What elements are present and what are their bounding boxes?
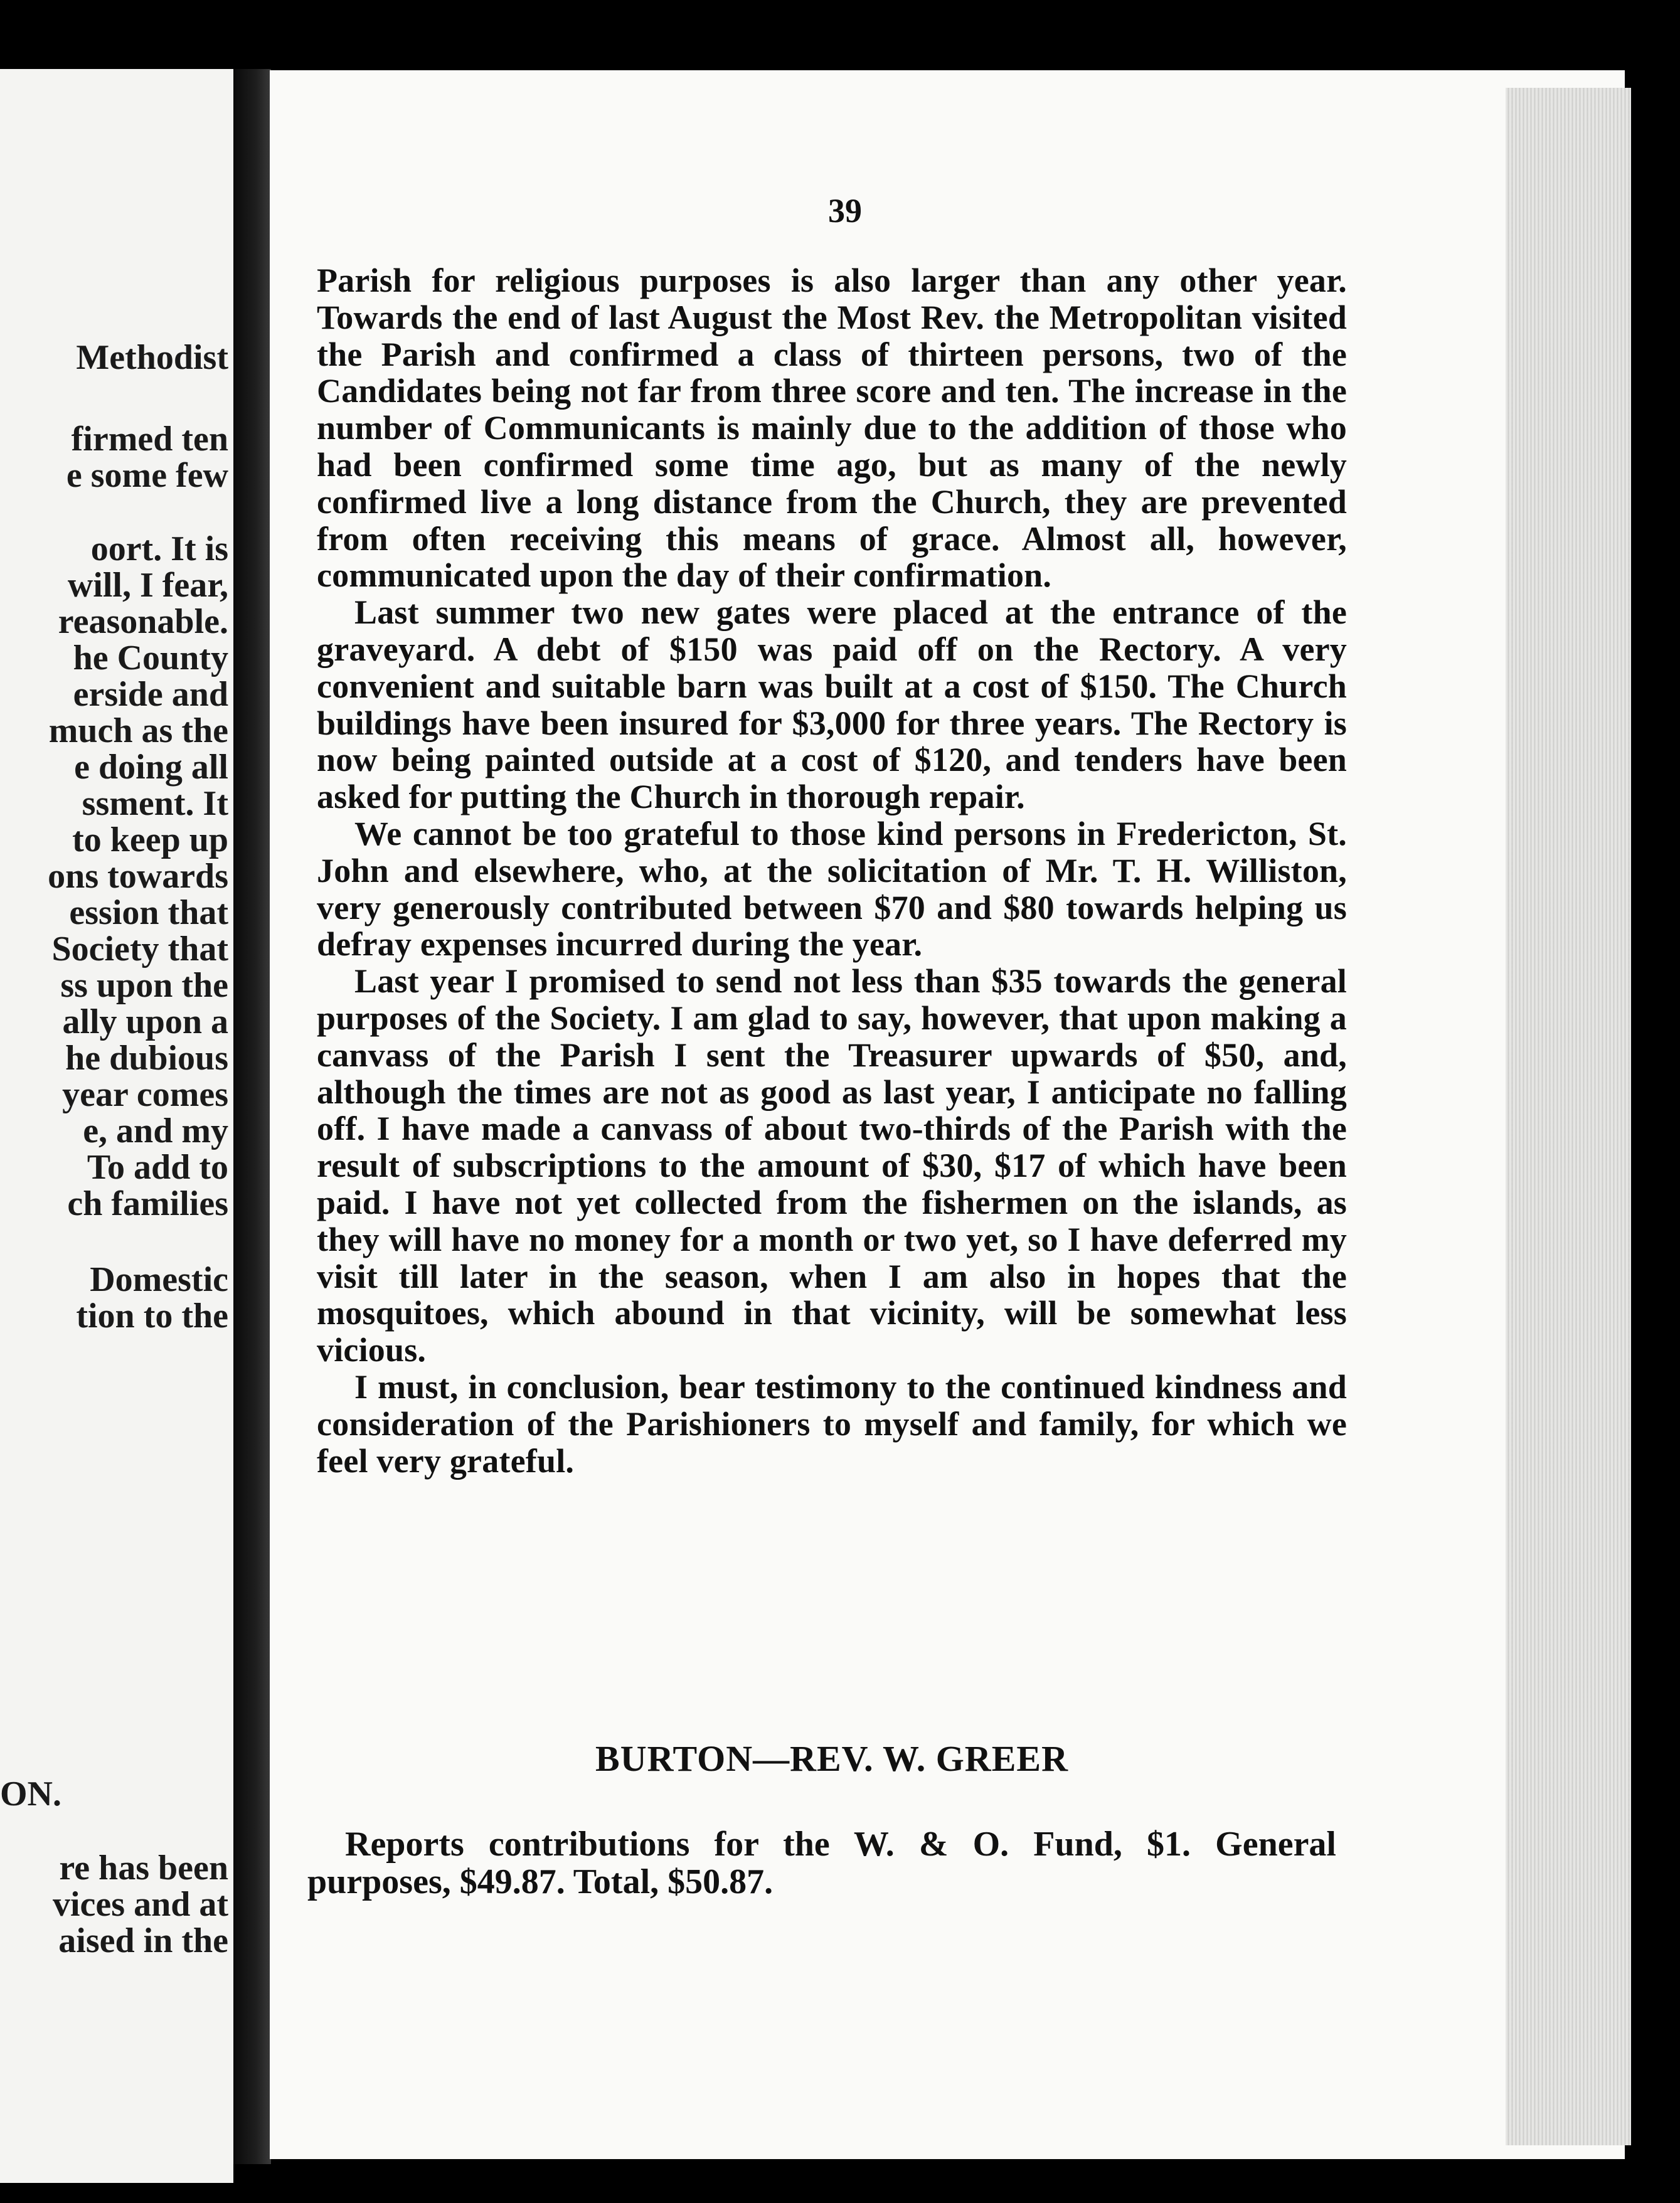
left-text-fragment: ON.: [0, 1775, 61, 1813]
page-edges: [1506, 88, 1631, 2145]
left-text-fragment: re has been: [59, 1849, 228, 1887]
left-text-fragment: aised in the: [58, 1921, 228, 1960]
left-text-fragment: e, and my: [83, 1112, 228, 1150]
body-text: [317, 262, 1347, 1479]
left-text-fragment: ssment. It: [82, 784, 228, 823]
left-text-fragment: he County: [73, 639, 228, 677]
left-text-fragment: year comes: [62, 1075, 228, 1114]
left-text-fragment: tion to the: [76, 1297, 228, 1335]
page-number: 39: [828, 192, 862, 230]
left-text-fragment: he dubious: [65, 1039, 228, 1078]
left-text-fragment: Domestic: [90, 1260, 228, 1299]
paragraph: Last summer two new gates were placed at the entrance of the graveyard. A debt of $150 was paid off on the Rectory. A very convenient and suitable barn was built at a cost of $150. The Church buildings have been insured for $3,000 for three years. The Rectory is now being painted outside at a cost of $120, and tenders have been asked for putting the Church in thorough repair.: [317, 593, 1347, 816]
left-text-fragment: erside and: [73, 675, 228, 714]
left-text-fragment: reasonable.: [58, 602, 228, 641]
left-text-fragment: oort. It is: [90, 529, 228, 568]
left-text-fragment: firmed ten: [71, 420, 228, 459]
left-text-fragment: much as the: [48, 711, 228, 750]
paragraph: I must, in conclusion, bear testimony to the continued kindness and consideration of the Parishioners to myself and family, for which we feel very grateful.: [317, 1367, 1347, 1480]
left-text-fragment: ss upon the: [60, 966, 228, 1005]
facing-page: [0, 69, 233, 2183]
left-text-fragment: Methodist: [76, 338, 228, 377]
left-text-fragment: ch families: [67, 1184, 228, 1223]
left-text-fragment: ally upon a: [62, 1002, 228, 1041]
paragraph: Last year I promised to send not less than $35 towards the general purposes of the Society. I am glad to say, however, that upon making a canvass of the Parish I sent the Treasurer upwards of $50, and, although the times are not as good as last year, I anticipate no falling off. I have made a canvass of about two-thirds of the Parish with the result of subscriptions to the amount of $30, $17 of which have been paid. I have not yet collected from the fishermen on the islands, as they will have no money for a month or two yet, so I have deferred my visit till later in the season, when I am also in hopes that the mosquitoes, which abound in that vicinity, will be somewhat less vicious.: [317, 962, 1347, 1369]
report-paragraph: Reports contributions for the W. & O. Fund, $1. General purposes, $49.87. Total, $50.87.: [307, 1825, 1336, 1901]
left-text-fragment: To add to: [87, 1148, 228, 1187]
paragraph: Parish for religious purposes is also larger than any other year. Towards the end of last August the Most Rev. the Metropolitan visited the Parish and confirmed a class of thirteen persons, two of the Candidates being not far from three score and ten. The increase in the number of Communicants is mainly due to the addition of those who had been confirmed some time ago, but as many of the newly confirmed live a long distance from the Church, they are prevented from often receiving this means of grace. Almost all, however, communicated upon the day of their confirmation.: [317, 262, 1347, 595]
report-text: [307, 1825, 1336, 1901]
left-text-fragment: vices and at: [53, 1885, 228, 1924]
left-text-fragment: e doing all: [74, 748, 228, 787]
left-text-fragment: Society that: [51, 930, 228, 969]
left-text-fragment: to keep up: [72, 820, 228, 859]
left-text-fragment: will, I fear,: [67, 566, 228, 605]
book-gutter: [233, 69, 271, 2164]
paragraph: We cannot be too grateful to those kind persons in Fredericton, St. John and elsewhere, who, at the solicitation of Mr. T. H. Williston, very generously contributed between $70 and $80 towards helping us defray expenses incurred during the year.: [317, 814, 1347, 963]
left-text-fragment: e some few: [66, 456, 228, 495]
section-heading: BURTON—REV. W. GREER: [595, 1738, 1068, 1779]
left-text-fragment: ession that: [69, 893, 228, 932]
left-text-fragment: ons towards: [48, 857, 228, 896]
